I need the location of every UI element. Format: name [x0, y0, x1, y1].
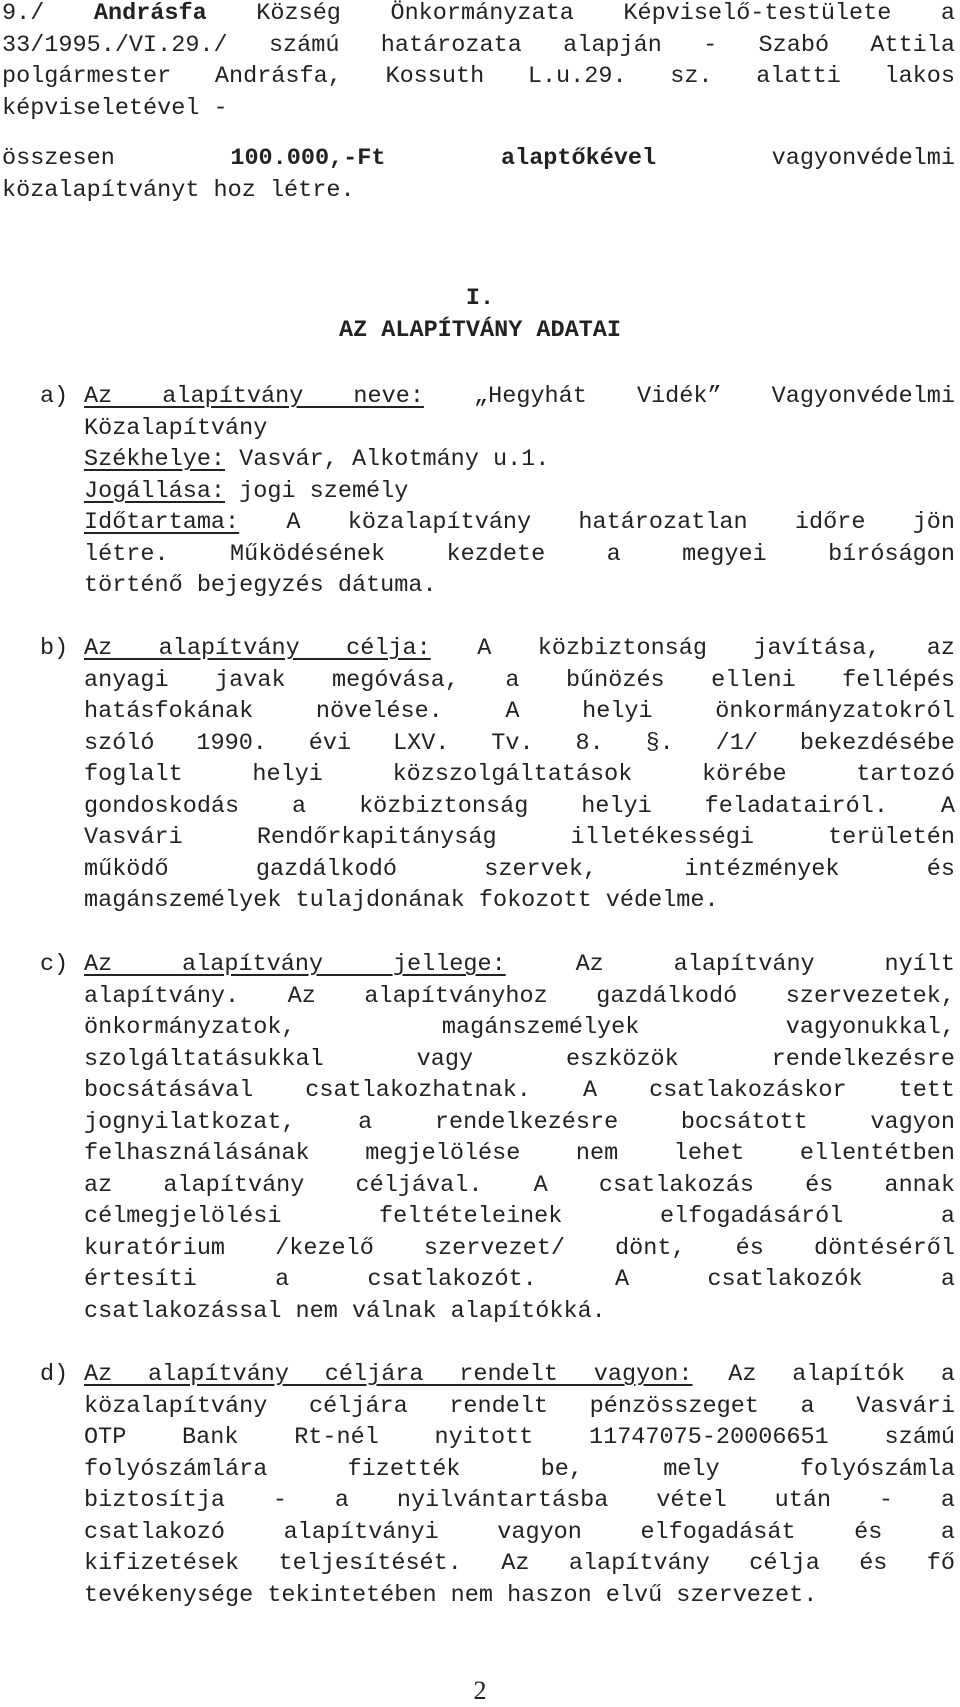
text-line: hatásfokának növelése. A helyi önkormányzatokról — [84, 698, 955, 725]
text-line: bocsátásával csatlakozhatnak. A csatlakozáskor tett — [84, 1077, 955, 1104]
text-line: célmegjelölési feltételeinek elfogadásáról a — [84, 1203, 955, 1230]
page-number: 2 — [473, 1676, 487, 1705]
text-line: alapítvány. Az alapítványhoz gazdálkodó szervezetek, — [84, 982, 955, 1010]
text-line: biztosítja - a nyilvántartásba vétel után - a — [84, 1487, 955, 1514]
item-body — [84, 949, 955, 1327]
text-line: foglalt helyi közszolgáltatások körébe tartozó — [84, 761, 955, 788]
text-fragment: Község Önkormányzata Képviselő-testülete a — [256, 0, 955, 27]
text-line: gondoskodás a közbiztonság helyi feladatairól. A — [84, 792, 955, 820]
text-line — [84, 633, 955, 665]
item-marker: d) — [40, 1361, 69, 1388]
field-label: Jogállása: — [84, 477, 226, 505]
municipality-name: Andrásfa — [93, 0, 207, 27]
text-line: az alapítvány céljával. A csatlakozás és annak — [84, 1171, 955, 1199]
text-fragment: Az alapítvány nyílt — [575, 951, 955, 978]
text-line: képviseletével - — [2, 94, 228, 122]
field-label: Időtartama: — [84, 509, 240, 536]
item-number: 9./ — [2, 0, 45, 27]
foundation-name: „Hegyhát Vidék” Vagyonvédelmi — [474, 383, 956, 410]
text-line — [84, 1359, 955, 1391]
text-line: tevékenysége tekintetében nem haszon elvű szervezet. — [84, 1581, 818, 1609]
text-line: magánszemélyek tulajdonának fokozott védelme. — [84, 887, 719, 914]
item-marker: c) — [40, 951, 69, 978]
text-line: közalapítványt hoz létre. — [2, 176, 355, 204]
text-line: közalapítvány céljára rendelt pénzösszeget a Vasvári — [84, 1392, 955, 1420]
text-line: folyószámlára fizették be, mely folyószámla — [84, 1455, 955, 1483]
text-line: felhasználásának megjelölése nem lehet ellentétben — [84, 1140, 955, 1167]
intro-paragraph — [2, 0, 955, 124]
text-line: működő gazdálkodó szervek, intézmények és — [84, 855, 955, 883]
text-line: OTP Bank Rt-nél nyitott 11747075-20006651 számú — [84, 1424, 955, 1451]
field-value: Vasvár, Alkotmány u.1. — [239, 446, 550, 473]
text-line — [84, 444, 955, 476]
field-label: Az alapítvány jellege: — [84, 951, 506, 978]
text-line — [84, 949, 955, 981]
text-line: kuratórium /kezelő szervezet/ dönt, és döntéséről — [84, 1234, 955, 1262]
item-body — [84, 1359, 955, 1611]
text-line: anyagi javak megóvása, a bűnözés elleni fellépés — [84, 666, 955, 694]
text-line — [84, 476, 955, 508]
text-fragment: alaptőkével — [501, 145, 657, 172]
text-line: szóló 1990. évi LXV. Tv. 8. §. /1/ bekezdésébe — [84, 729, 955, 757]
text-fragment: Az alapítók a — [728, 1361, 955, 1388]
field-label: Az alapítvány céljára rendelt vagyon: — [84, 1361, 693, 1388]
field-label: Az alapítvány célja: — [84, 635, 431, 662]
capital-paragraph — [2, 143, 955, 206]
text-line: önkormányzatok, magánszemélyek vagyonukkal, — [84, 1014, 955, 1041]
item-body — [84, 633, 955, 917]
field-label: Az alapítvány neve: — [84, 383, 424, 410]
text-line: jognyilatkozat, a rendelkezésre bocsátott vagyon — [84, 1108, 955, 1136]
text-line — [84, 507, 955, 539]
section-number: I. — [465, 285, 495, 312]
text-line: szolgáltatásukkal vagy eszközök rendelkezésre — [84, 1045, 955, 1073]
text-line: Közalapítvány — [84, 414, 268, 442]
text-fragment: összesen — [2, 145, 115, 172]
text-line: csatlakozással nem válnak alapítókká. — [84, 1297, 606, 1325]
text-line: történő bejegyzés dátuma. — [84, 572, 437, 599]
field-value: A közalapítvány határozatlan időre jön — [286, 509, 955, 536]
field-label: Székhelye: — [84, 446, 226, 473]
item-marker: a) — [40, 383, 69, 410]
text-line — [2, 0, 955, 30]
section-title: AZ ALAPÍTVÁNY ADATAI — [338, 317, 622, 344]
item-marker: b) — [40, 635, 69, 662]
text-line: kifizetések teljesítését. Az alapítvány célja és fő — [84, 1550, 955, 1577]
text-line: polgármester Andrásfa, Kossuth L.u.29. sz. alatti lakos — [2, 63, 955, 90]
text-fragment: vagyonvédelmi — [771, 145, 955, 172]
text-line: csatlakozó alapítványi vagyon elfogadását és a — [84, 1518, 955, 1546]
text-line — [2, 143, 955, 175]
field-value: jogi személy — [239, 477, 409, 505]
item-body — [84, 381, 955, 602]
text-fragment: A közbiztonság javítása, az — [477, 635, 956, 662]
capital-amount: 100.000,-Ft — [230, 145, 386, 172]
text-line — [84, 381, 955, 413]
text-line: 33/1995./VI.29./ számú határozata alapján - Szabó Attila — [2, 31, 955, 59]
text-line: Vasvári Rendőrkapitányság illetékességi területén — [84, 824, 955, 851]
text-line: létre. Működésének kezdete a megyei bíróságon — [84, 540, 955, 568]
text-line: értesíti a csatlakozót. A csatlakozók a — [84, 1266, 955, 1293]
